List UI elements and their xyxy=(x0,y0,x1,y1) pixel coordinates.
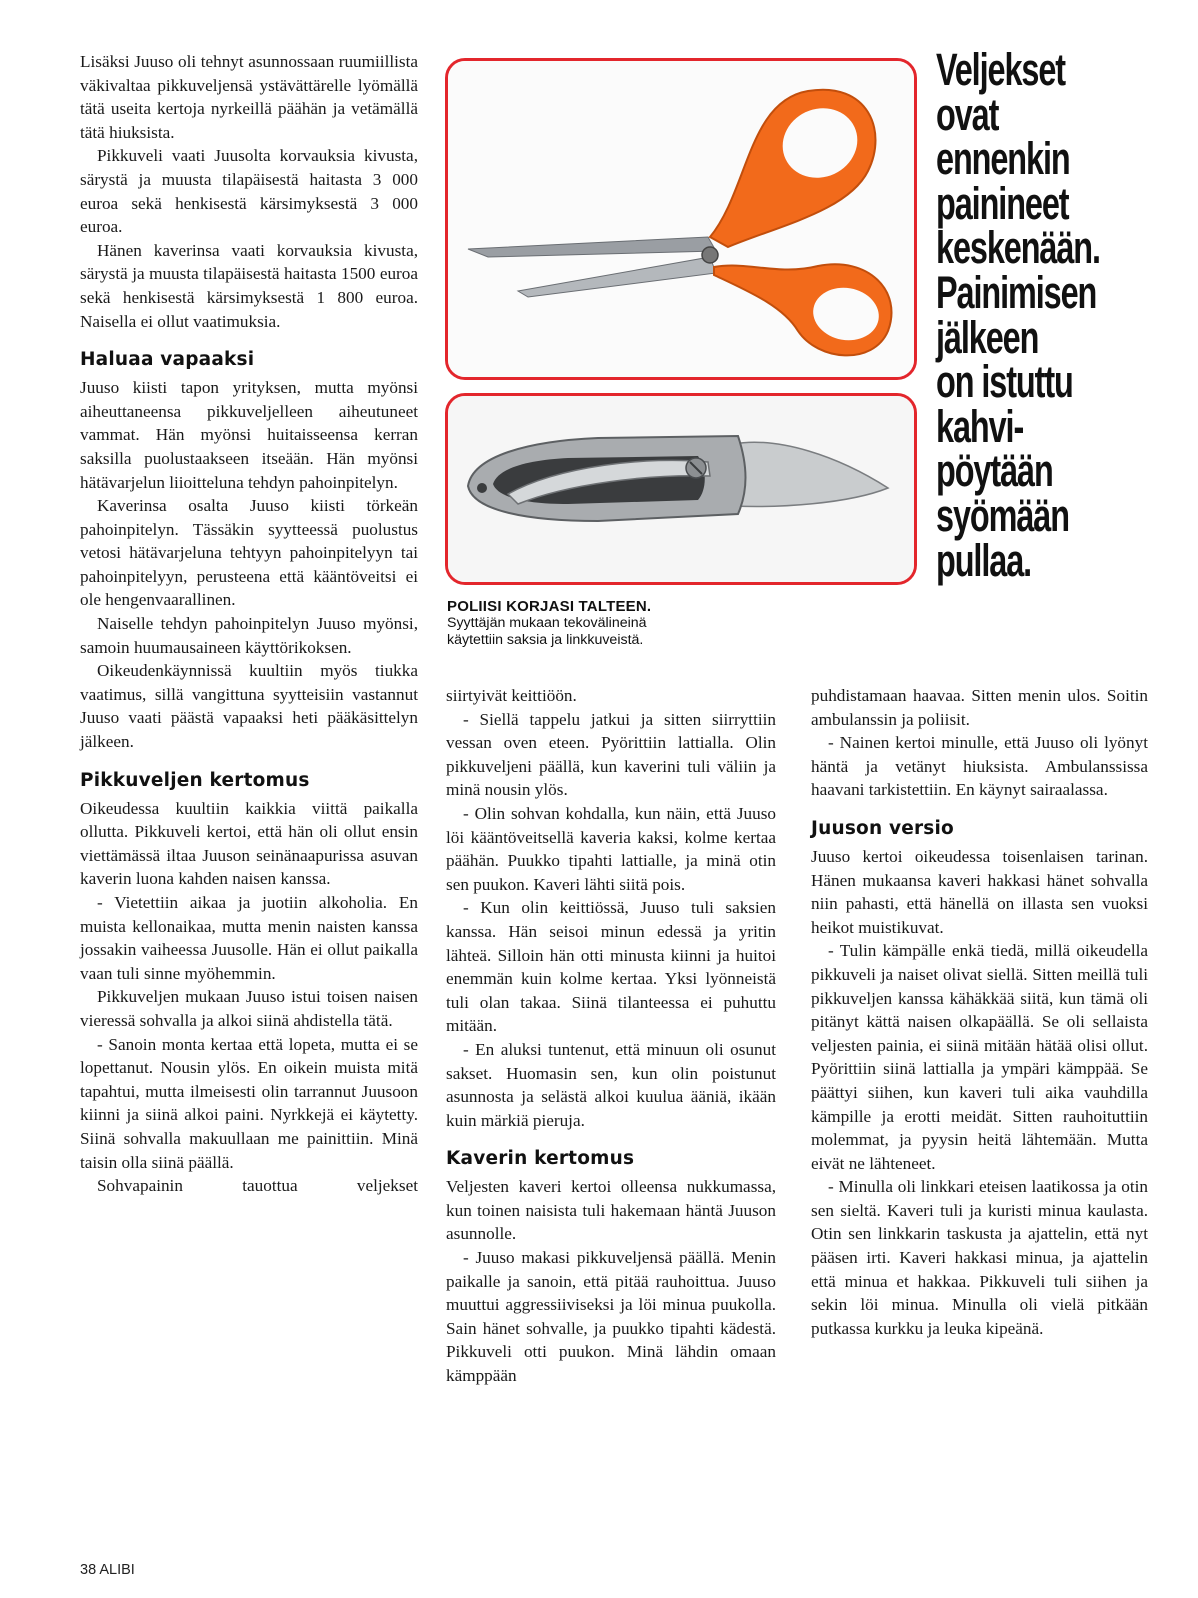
pull-quote-line: ovat xyxy=(936,88,999,140)
paragraph: siirtyivät keittiöön. xyxy=(446,686,577,705)
paragraph: - Juuso makasi pikkuveljensä päällä. Menin paikalle ja sanoin, että pitää rauhoittua. Juuso muuttui aggressiiviseksi ja löi minua puukolla. Sain hänet sohvalle, ja puukko tipahti kädestä. Pikkuveli otti puukon. Minä lähdin omaan kämppään xyxy=(446,1248,776,1386)
paragraph: - Vietettiin aikaa ja juotiin alkoholia. En muista kellonaikaa, mutta menin naisten kanssa jossakin vaiheessa Juusolle. Hän ei ollut paikalla vaan tuli sinne myöhemmin. xyxy=(80,893,418,983)
photo-caption xyxy=(447,598,907,648)
paragraph: Hänen kaverinsa vaati korvauksia kivusta, särystä ja muusta tilapäisestä haitasta 1500 euroa sekä henkisestä kärsimyksestä 1 800 euroa. Naisella ei ollut vaatimuksia. xyxy=(80,240,418,331)
paragraph: - Siellä tappelu jatkui ja sitten siirryttiin vessan oven eteen. Pyörittiin lattialla. Olin pikkuveljeni päällä, kun kaverini tuli väliin ja minä nousin ylös. xyxy=(446,709,776,800)
pull-quote-line: Veljekset xyxy=(936,44,1065,95)
subheading: Kaverin kertomus xyxy=(446,1148,635,1170)
pull-quote-line: Painimisen xyxy=(936,266,1097,318)
paragraph: Lisäksi Juuso oli tehnyt asunnossaan ruumiillista väkivaltaa pikkuveljensä ystävättärelle lyömällä tätä useita kertoja nyrkeillä päähän ja vetämällä tätä hiuksista. xyxy=(80,52,418,142)
caption-title: POLIISI KORJASI TALTEEN. xyxy=(447,598,652,615)
paragraph: - En aluksi tuntenut, että minuun oli osunut sakset. Huomasin sen, kun olin poistunut asunnosta ja selästä alkoi kuulua ääniä, ikään kuin märkiä pieruja. xyxy=(446,1039,776,1130)
pull-quote xyxy=(936,44,1123,586)
knife-photo xyxy=(445,393,917,585)
pull-quote-line: ennenkin xyxy=(936,133,1070,185)
paragraph: Juuso kiisti tapon yrityksen, mutta myönsi aiheuttaneensa pikkuveljelleen aiheutuneet vammat. Hän myönsi huitaisseensa kerran saksilla puolustaakseen itseään. Hän myönsi hätävarjelun liioitteluna tehdyn pahoinpitelyn. xyxy=(80,378,418,492)
page-footer: 38 ALIBI xyxy=(80,1562,135,1578)
subheading: Juuson versio xyxy=(811,817,954,839)
paragraph: Sohvapainin tauottua veljekset xyxy=(97,1176,418,1196)
paragraph: Pikkuveli vaati Juusolta korvauksia kivusta, särystä ja muusta tilapäisestä haitasta 3 000 euroa sekä henkisestä kärsimyksestä 3 000 euroa. xyxy=(80,146,418,237)
pull-quote-line: keskenään. xyxy=(936,222,1100,274)
pull-quote-line: kahvi- xyxy=(936,400,1024,452)
paragraph: Oikeudenkäynnissä kuultiin myös tiukka vaatimus, sillä vangittuna syytteisiin vastannut Juuso vaati päästä vapaaksi heti pääkäsittelyn jälkeen. xyxy=(80,661,418,752)
caption-line: Syyttäjän mukaan tekovälineinä xyxy=(447,615,647,631)
paragraph: - Nainen kertoi minulle, että Juuso oli lyönyt häntä ja vetänyt hiuksista. Ambulanssissa haavani tarkistettiin. En käynyt sairaalassa. xyxy=(811,733,1148,800)
paragraph: - Sanoin monta kertaa että lopeta, mutta ei se lopettanut. Nousin ylös. En oikein muista mitä tapahtui, mutta ilmeisesti olin tarrannut Juusoon kiinni ja siinä alkoi paini. Nyrkkejä ei käytetty. Siinä sohvalla makuullaan me painittiin. Minä taisin olla siinä päällä. xyxy=(80,1034,418,1172)
paragraph: Veljesten kaveri kertoi olleensa nukkumassa, kun toinen naisista tuli hakemaan häntä Juuson asunnolle. xyxy=(446,1177,776,1244)
pull-quote-line: painineet xyxy=(936,177,1069,229)
article-column-2 xyxy=(446,684,776,1388)
subheading: Pikkuveljen kertomus xyxy=(80,769,310,791)
paragraph: - Tulin kämpälle enkä tiedä, millä oikeudella pikkuveli ja naiset olivat siellä. Sitten meillä tuli pikkuveljen kanssa kähäkkää siitä, kun tämä oli pitänyt kättä naisen olkapäällä. Se oli sellaista veljesten painia, ei siinä mitään hätää olisi ollut. Pyörittiin siinä lattialla ja ympäri kämppää. Se päättyi siihen, kun kaveri tuli aika vauhdilla kämpille ja erotti meidät. Sitten rauhoituttiin molemmat, ja pyysin heitä lähtemään. Mutta eivät ne lähteneet. xyxy=(811,941,1148,1173)
paragraph: - Minulla oli linkkari eteisen laatikossa ja otin sen sieltä. Kaveri tuli ja kuristi minua kaulasta. Otin sen linkkarin taskusta ja ajattelin, että nyt pääsen irti. Kaveri hakkasi minua, ja ajattelin että minua et hakkaa. Pikkuveli tuli siihen ja sekin löi minua. Minulla oli vielä pitkään putkassa kurkku ja leuka kipeänä. xyxy=(811,1177,1148,1338)
paragraph: Oikeudessa kuultiin kaikkia viittä paikalla ollutta. Pikkuveli kertoi, että hän oli ollut ensin viettämässä iltaa Juuson seinänaapurissa asuvan kaverin luona kahden naisen kanssa. xyxy=(80,798,418,889)
article-column-1 xyxy=(80,50,418,1198)
article-column-3 xyxy=(811,684,1148,1340)
pull-quote-line: pullaa. xyxy=(936,534,1032,586)
paragraph: puhdistamaan haavaa. Sitten menin ulos. Soitin ambulanssin ja poliisit. xyxy=(811,686,1148,729)
paragraph: - Kun olin keittiössä, Juuso tuli saksien kanssa. Hän seisoi minun edessä ja yritin lähteä. Silloin hän otti minusta kiinni ja huitoi enemmän kuin kolme kertaa. Yksi lyönneistä tuli olan takaa. Siinä tilanteessa ei puhuttu mitään. xyxy=(446,898,776,1036)
pull-quote-line: syömään xyxy=(936,489,1069,541)
paragraph: - Olin sohvan kohdalla, kun näin, että Juuso löi kääntöveitsellä kaveria kaksi, kolme kertaa päähän. Puukko tipahti lattialle, ja minä otin sen puukon. Kaveri lähti siitä pois. xyxy=(446,803,776,894)
pull-quote-line: jälkeen xyxy=(936,311,1039,363)
pull-quote-line: pöytään xyxy=(936,445,1053,497)
paragraph: Naiselle tehdyn pahoinpitelyn Juuso myönsi, samoin huumausaineen käyttörikoksen. xyxy=(80,614,418,657)
paragraph: Juuso kertoi oikeudessa toisenlaisen tarinan. Hänen mukaansa kaveri hakkasi hänet sohvalla niin pahasti, että hänellä on illasta sen vuoksi heikot muistikuvat. xyxy=(811,846,1148,937)
scissors-photo xyxy=(445,58,917,380)
caption-line: käytettiin saksia ja linkkuveistä. xyxy=(447,631,644,648)
knife-image xyxy=(448,396,914,582)
scissors-image xyxy=(448,61,914,377)
pull-quote-line: on istuttu xyxy=(936,356,1073,408)
subheading: Haluaa vapaaksi xyxy=(80,349,255,371)
paragraph: Pikkuveljen mukaan Juuso istui toisen naisen vieressä sohvalla ja alkoi siinä ahdistella tätä. xyxy=(80,987,418,1030)
paragraph: Kaverinsa osalta Juuso kiisti törkeän pahoinpitelyn. Tässäkin syytteessä puolustus vetosi hätävarjeluna tehtyyn pahoinpitelyyn tai pahoinpitelyyn, perusteena että kääntöveitsi ei ole hengenvaarallinen. xyxy=(80,496,418,610)
